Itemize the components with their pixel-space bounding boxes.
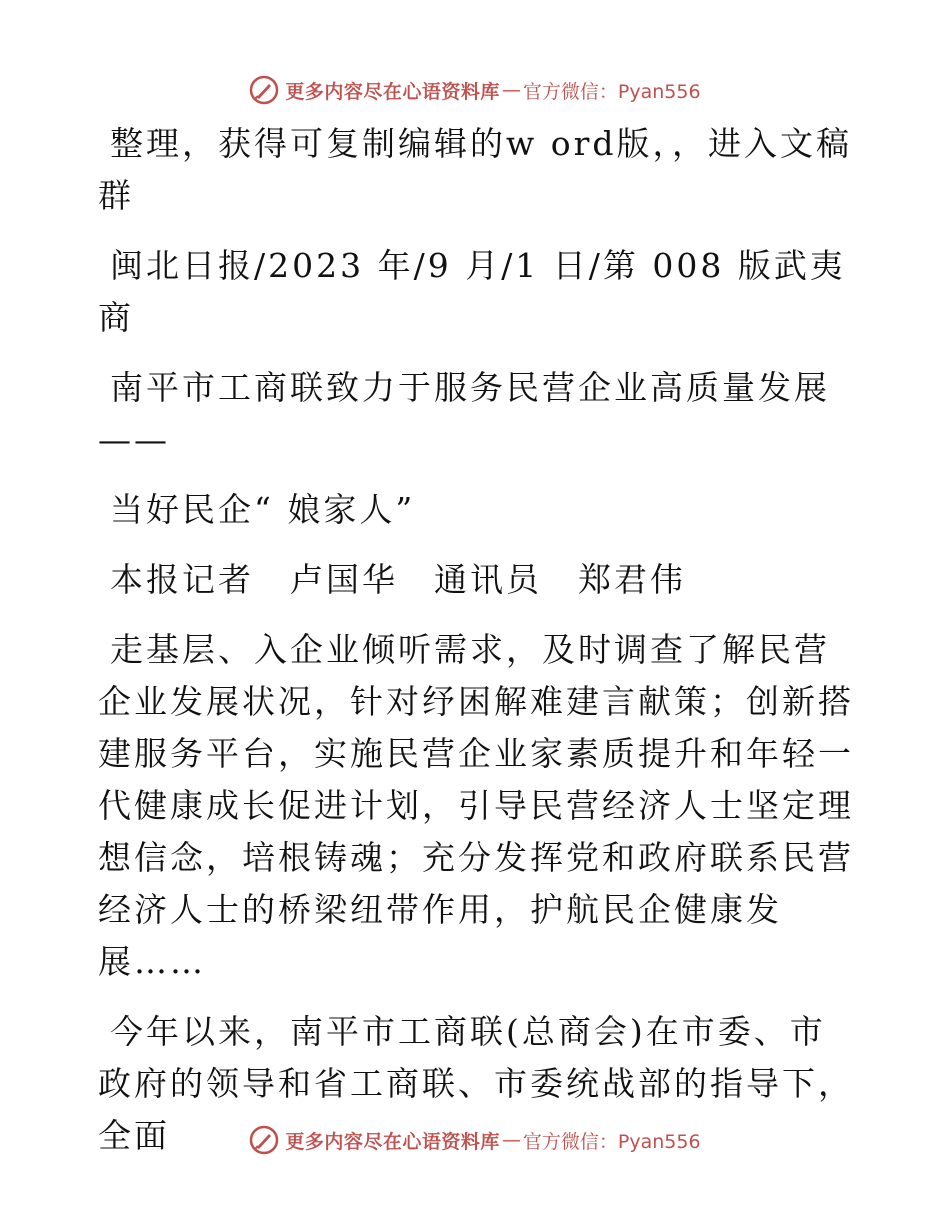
watermark-wechat: 官方微信：Pyan556: [522, 80, 701, 103]
source-line: 闽北日报/2023 年/9 月/1 日/第 008 版武夷商: [98, 246, 846, 337]
byline: 本报记者 卢国华 通讯员 郑君伟: [110, 560, 686, 599]
document-body: [98, 118, 858, 1180]
footer-watermark-banner: [0, 1120, 950, 1160]
quill-logo-icon: [249, 75, 279, 105]
watermark-separator: —: [501, 1129, 521, 1151]
intro-line: 整理，获得可复制编辑的w ord版，，进入文稿群: [98, 124, 853, 215]
watermark-text: 更多内容尽在心语资料库: [285, 80, 500, 103]
watermark-wechat: 官方微信：Pyan556: [522, 1130, 701, 1153]
watermark-text: 更多内容尽在心语资料库: [285, 1130, 500, 1153]
watermark-separator: —: [501, 79, 521, 101]
header-watermark-banner: [0, 70, 950, 110]
article-title: 当好民企“ 娘家人”: [110, 490, 416, 529]
body-paragraph: 走基层、入企业倾听需求，及时调查了解民营企业发展状况，针对纾困解难建言献策；创新搭建服务平台，实施民营企业家素质提升和年轻一代健康成长促进计划，引导民营经济人士坚定理想信念，培根铸魂；充分发挥党和政府联系民营经济人士的桥梁纽带作用，护航民企健康发展……: [98, 630, 854, 981]
article-subtitle: 南平市工商联致力于服务民营企业高质量发展——: [98, 368, 830, 459]
quill-logo-icon: [249, 1125, 279, 1155]
body-paragraph: 今年以来，南平市工商联(总商会)在市委、市政府的领导和省工商联、市委统战部的指导下，全面: [98, 1012, 854, 1155]
